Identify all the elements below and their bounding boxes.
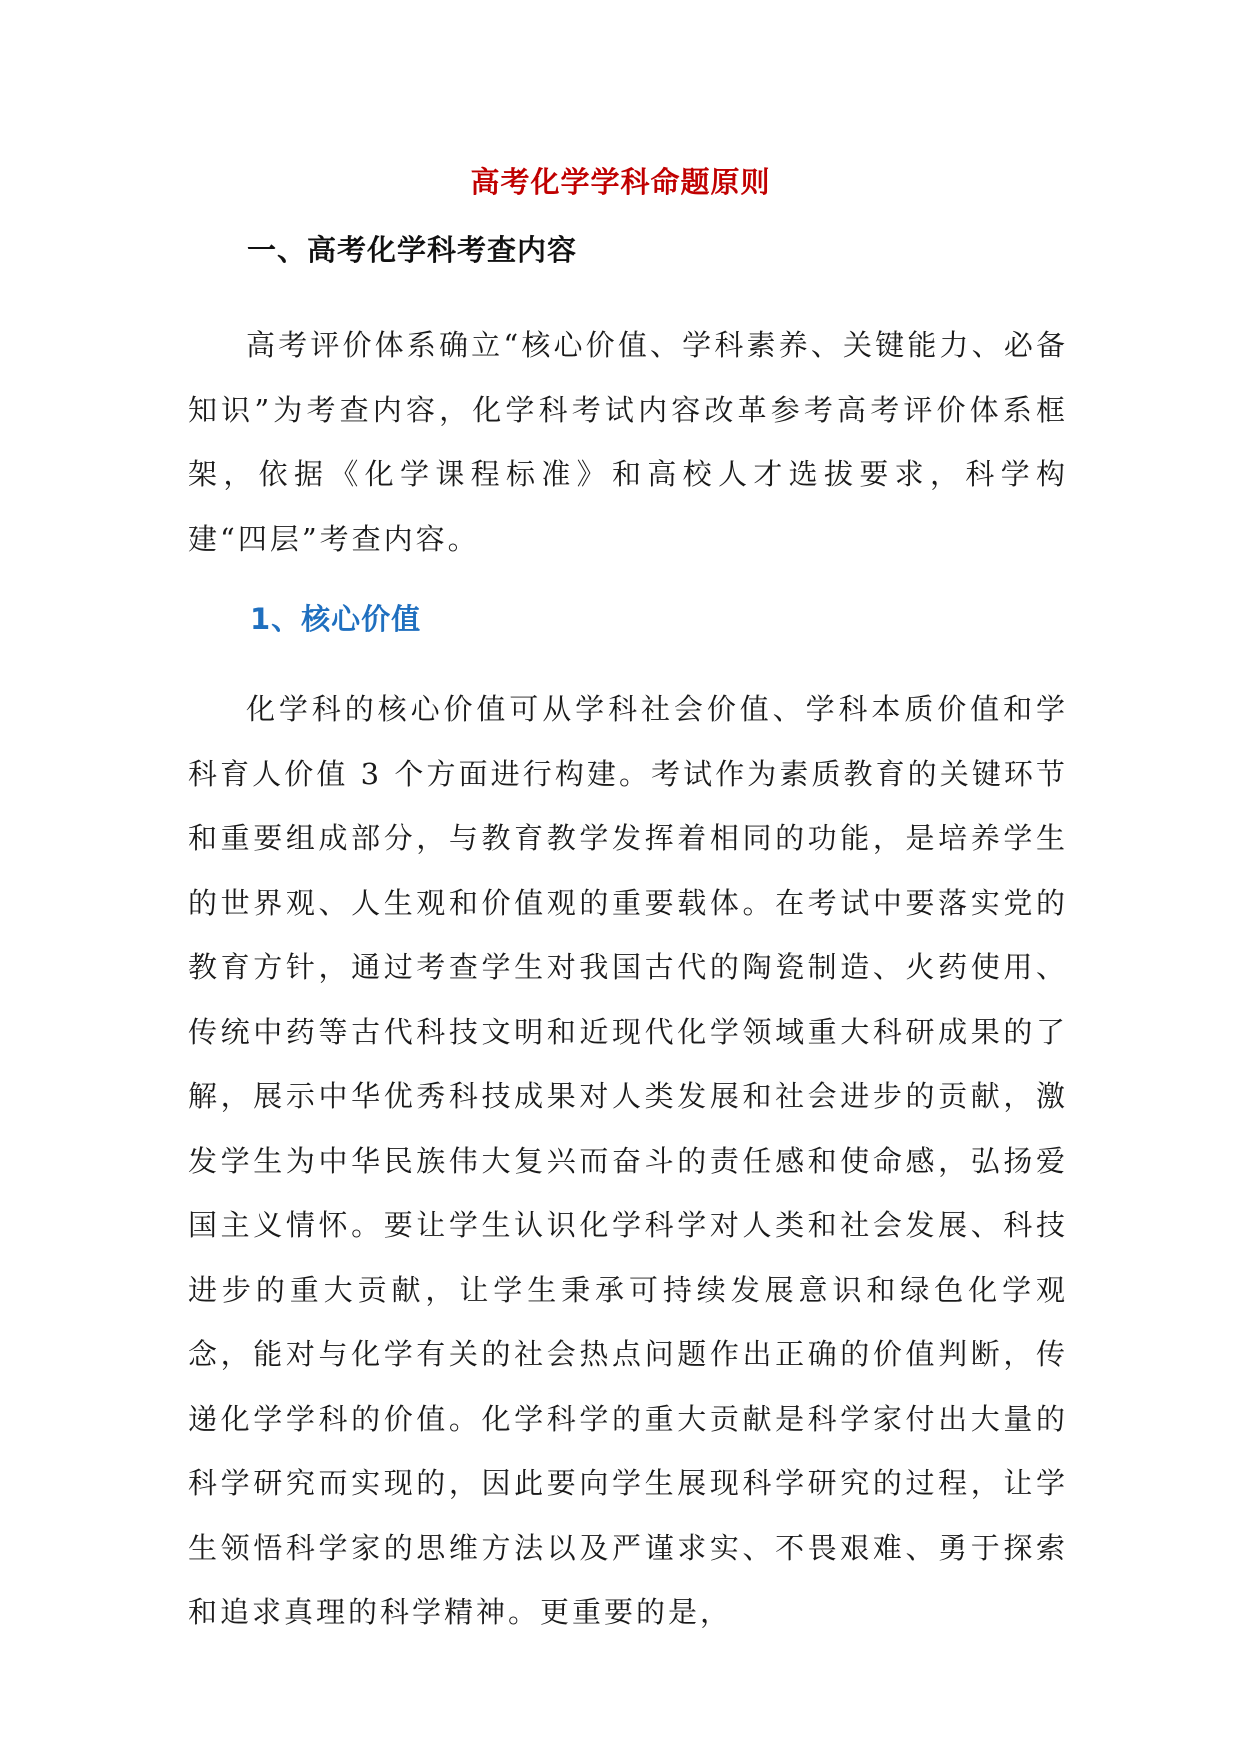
- intro-paragraph: 高考评价体系确立“核心价值、学科素养、关键能力、必备知识”为考查内容，化学科考试内容改革参考高考评价体系框架，依据《化学课程标准》和高校人才选拔要求，科学构建“四层”考查内容。: [188, 328, 1068, 556]
- subsection-heading: 1、核心价值: [250, 602, 422, 636]
- core-value-paragraph: 化学科的核心价值可从学科社会价值、学科本质价值和学科育人价值 3 个方面进行构建。考试作为素质教育的关键环节和重要组成部分，与教育教学发挥着相同的功能，是培养学生的世界观、人生观和价值观的重要载体。在考试中要落实党的教育方针，通过考查学生对我国古代的陶瓷制造、火药使用、传统中药等古代科技文明和近现代化学领域重大科研成果的了解，展示中华优秀科技成果对人类发展和社会进步的贡献，激发学生为中华民族伟大复兴而奋斗的责任感和使命感，弘扬爱国主义情怀。要让学生认识化学科学对人类和社会发展、科技进步的重大贡献，让学生秉承可持续发展意识和绿色化学观念，能对与化学有关的社会热点问题作出正确的价值判断，传递化学学科的价值。化学科学的重大贡献是科学家付出大量的科学研究而实现的，因此要向学生展现科学研究的过程，让学生领悟科学家的思维方法以及严谨求实、不畏艰难、勇于探索和追求真理的科学精神。更重要的是，: [188, 692, 1068, 1629]
- section-heading: 一、高考化学科考查内容: [247, 233, 578, 267]
- document-title: 高考化学学科命题原则: [470, 165, 771, 199]
